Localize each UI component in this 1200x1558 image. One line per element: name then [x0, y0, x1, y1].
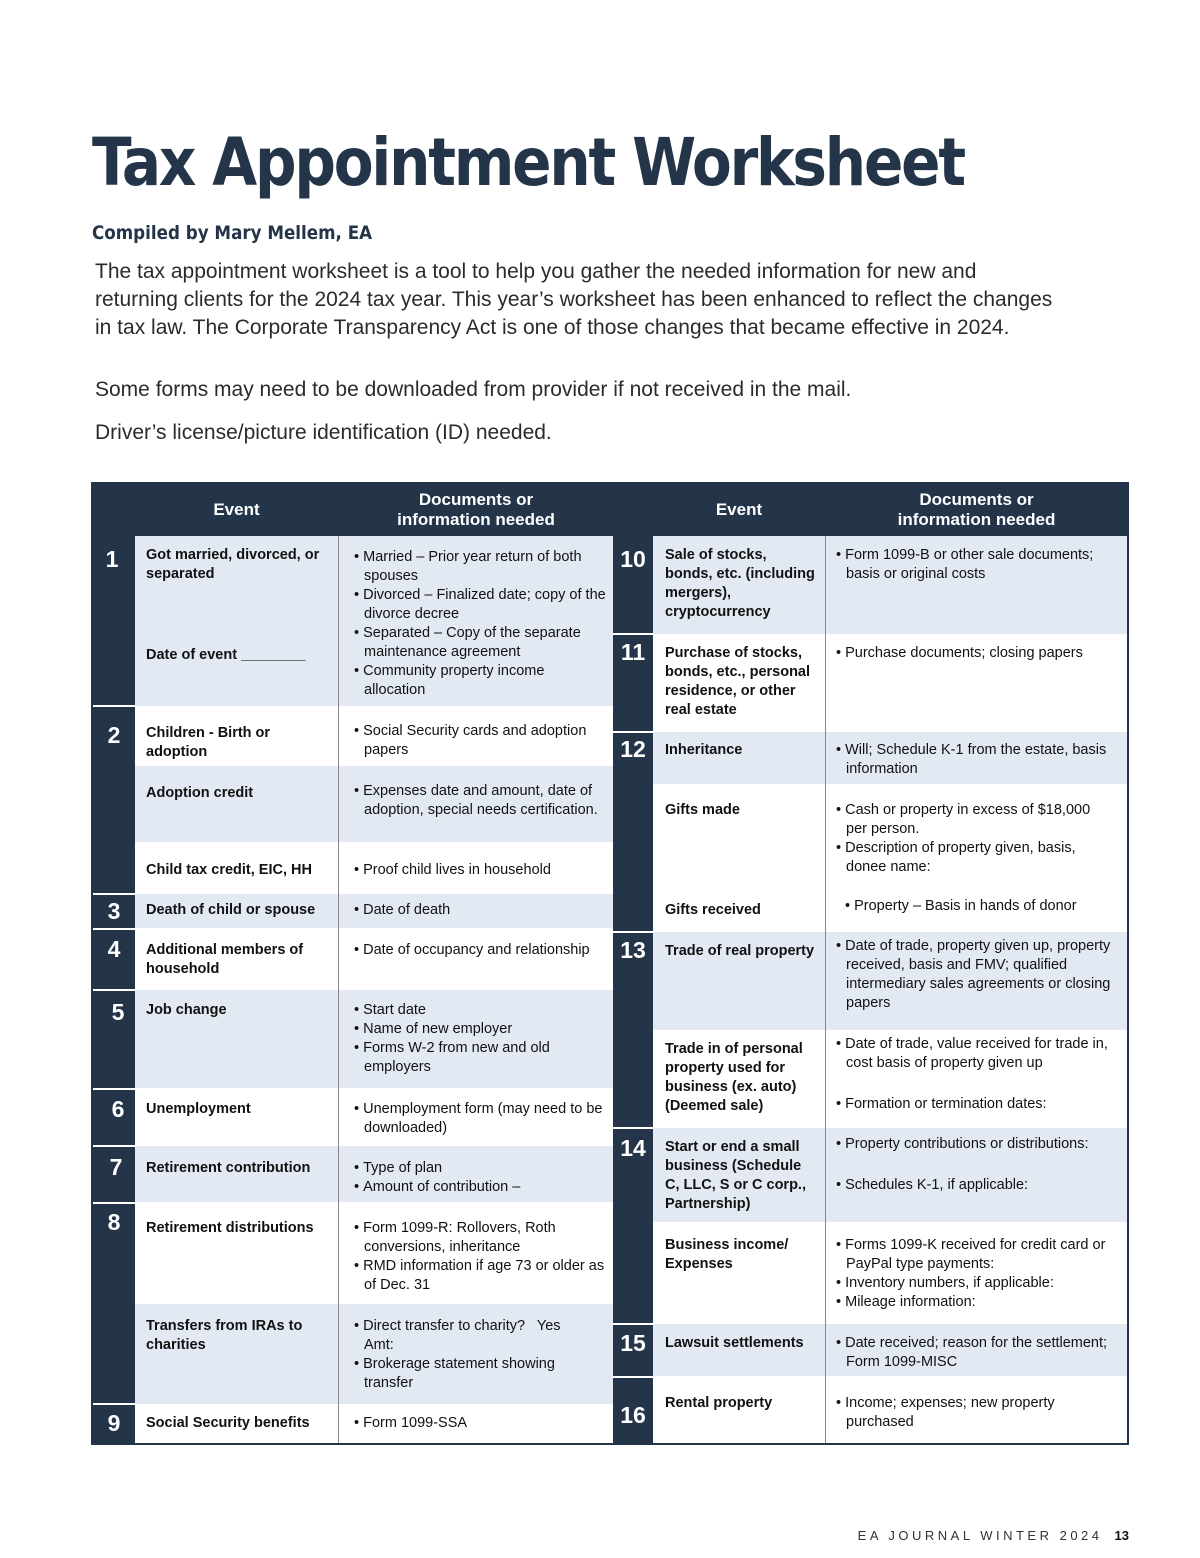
event-death: Death of child or spouse [146, 902, 316, 918]
row-number-2: 2 [107, 722, 121, 748]
docs-inheritance: • Will; Schedule K-1 from the estate, basis information [836, 741, 1116, 779]
event-unemployment: Unemployment [146, 1101, 251, 1117]
docs-adoption-credit: • Expenses date and amount, date of adoption, special needs certification. [354, 782, 606, 820]
docs-trade-personal-property: • Date of trade, value received for trade in, cost basis of property given up [836, 1035, 1121, 1073]
docs-gifts-received: • Property – Basis in hands of donor [845, 897, 1115, 916]
page-footer [858, 1528, 1129, 1543]
event-retirement-distributions: Retirement distributions [146, 1220, 314, 1236]
row-number-15: 15 [620, 1330, 646, 1356]
event-trade-personal-property: Trade in of personal property used for business (ex. auto) (Deemed sale) [665, 1041, 803, 1114]
row-number-10: 10 [620, 546, 646, 572]
header-event-right: Event [715, 500, 763, 519]
event-business-income: Business income/ Expenses [665, 1237, 789, 1272]
event-marriage: Got married, divorced, or separated [146, 547, 320, 582]
docs-trade-real-property: • Date of trade, property given up, property received, basis and FMV; qualified intermediary sales agreements or closing papers [836, 937, 1121, 1013]
docs-formation-dates: • Formation or termination dates: [836, 1095, 1121, 1114]
event-additional-members: Additional members of household [146, 942, 304, 977]
docs-child-tax-credit: • Proof child lives in household [354, 861, 606, 880]
row-number-9: 9 [107, 1410, 121, 1436]
docs-property-contributions: • Property contributions or distributions: [836, 1135, 1121, 1154]
header-event-left: Event [213, 500, 260, 519]
page-title: Tax Appointment Worksheet [92, 124, 964, 201]
docs-unemployment: • Unemployment form (may need to be downloaded) [354, 1100, 606, 1138]
row-number-6: 6 [111, 1096, 125, 1122]
event-children: Children - Birth or adoption [146, 725, 271, 760]
row-number-13: 13 [620, 937, 646, 963]
row-number-16: 16 [620, 1402, 646, 1428]
event-child-tax-credit: Child tax credit, EIC, HH [146, 862, 312, 878]
row-number-12: 12 [620, 736, 646, 762]
docs-additional-members: • Date of occupancy and relationship [354, 941, 606, 960]
event-small-business: Start or end a small business (Schedule C, LLC, S or C corp., Partnership) [665, 1139, 806, 1212]
event-gifts-received: Gifts received [665, 902, 761, 918]
event-retirement-contribution: Retirement contribution [146, 1160, 311, 1176]
docs-lawsuit: • Date received; reason for the settlement; Form 1099-MISC [836, 1334, 1121, 1372]
docs-death: • Date of death [354, 901, 606, 920]
row-number-5: 5 [111, 999, 125, 1025]
docs-children: • Social Security cards and adoption papers [354, 722, 606, 760]
event-ira-transfers: Transfers from IRAs to charities [146, 1318, 303, 1353]
docs-social-security: • Form 1099-SSA [354, 1414, 606, 1433]
row-number-11: 11 [620, 639, 646, 665]
row-number-4: 4 [107, 936, 121, 962]
event-purchase-of-stocks: Purchase of stocks, bonds, etc., personal residence, or other real estate [665, 645, 811, 718]
event-job-change: Job change [146, 1002, 227, 1018]
docs-schedules-k1: • Schedules K-1, if applicable: [836, 1176, 1121, 1195]
event-rental-property: Rental property [665, 1395, 773, 1411]
header-docs-left: Documents or information needed [397, 490, 555, 529]
row-number-1: 1 [105, 546, 119, 572]
docs-job-change: • Start date • Name of new employer • Forms W-2 from new and old employers [354, 1001, 606, 1077]
event-gifts-made: Gifts made [665, 802, 740, 818]
event-date: Date of event ________ [146, 647, 306, 663]
download-note: Some forms may need to be downloaded from provider if not received in the mail. [95, 378, 852, 401]
event-adoption-credit: Adoption credit [146, 785, 254, 801]
row-number-8: 8 [107, 1209, 121, 1235]
docs-purchase-of-stocks: • Purchase documents; closing papers [836, 644, 1116, 663]
docs-business-income: • Forms 1099-K received for credit card or PayPal type payments: • Inventory numbers, if applicable: • Mileage information: [836, 1236, 1121, 1312]
docs-sale-of-stocks: • Form 1099-B or other sale documents; basis or original costs [836, 546, 1116, 584]
docs-gifts-made: • Cash or property in excess of $18,000 per person. • Description of property given, basis, donee name: [836, 801, 1106, 877]
docs-rental-property: • Income; expenses; new property purchased [836, 1394, 1121, 1432]
row-number-14: 14 [620, 1135, 646, 1161]
event-lawsuit: Lawsuit settlements [665, 1335, 804, 1351]
event-inheritance: Inheritance [665, 742, 743, 758]
header-docs-right: Documents or information needed [897, 490, 1056, 529]
page-number: 13 [1114, 1528, 1129, 1543]
event-sale-of-stocks: Sale of stocks, bonds, etc. (including mergers), cryptocurrency [665, 547, 815, 620]
docs-retirement-contribution: • Type of plan • Amount of contribution – [354, 1159, 606, 1197]
journal-name: EA JOURNAL WINTER 2024 [857, 1528, 1103, 1543]
intro-paragraph: The tax appointment worksheet is a tool to help you gather the needed information for new and returning clients for the 2024 tax year. This year’s worksheet has been enhanced to reflect the changes in tax law. The Corporate Transparency Act is one of those changes that became effective in 2024. [95, 260, 1053, 339]
row-number-7: 7 [109, 1154, 123, 1180]
id-note: Driver’s license/picture identification (ID) needed. [95, 421, 552, 444]
docs-ira-transfers: • Direct transfer to charity? Yes Amt: • Brokerage statement showing transfer [354, 1317, 594, 1393]
event-social-security: Social Security benefits [146, 1415, 310, 1431]
docs-marriage: • Married – Prior year return of both spouses • Divorced – Finalized date; copy of the divorce decree • Separated – Copy of the separate maintenance agreement • Community property income allocation [354, 548, 606, 700]
worksheet-table [91, 482, 1129, 1445]
event-trade-real-property: Trade of real property [665, 943, 815, 959]
byline: Compiled by Mary Mellem, EA [92, 222, 373, 244]
row-number-3: 3 [107, 898, 121, 924]
docs-retirement-distributions: • Form 1099-R: Rollovers, Roth conversions, inheritance • RMD information if age 73 or older as of Dec. 31 [354, 1219, 606, 1295]
